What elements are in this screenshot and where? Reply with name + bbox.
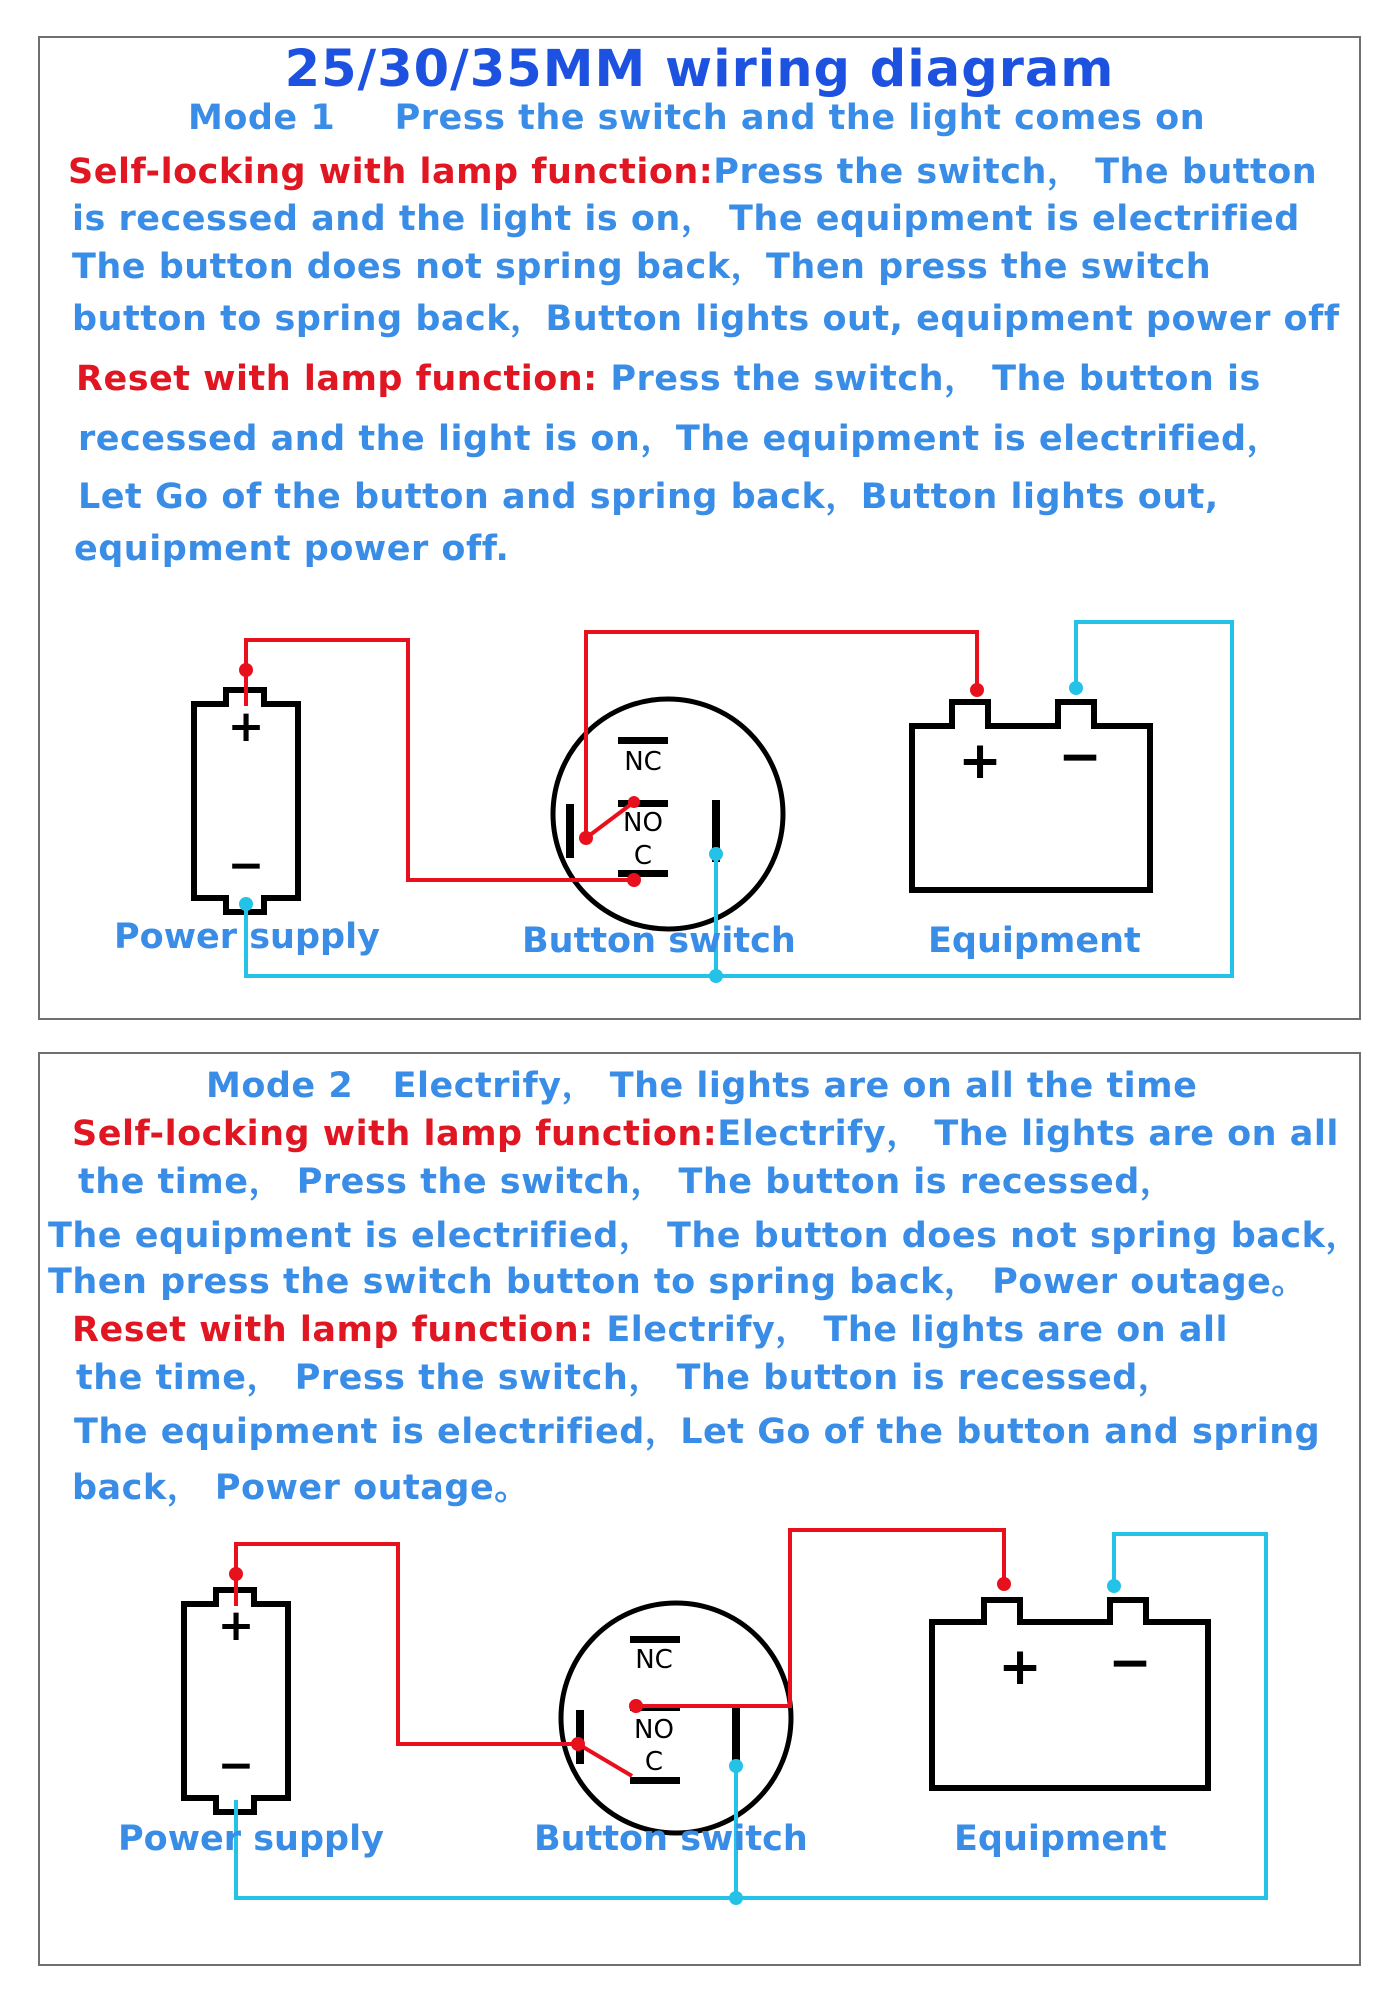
equipment-minus-sign: − [1108,1633,1152,1693]
positive-wire-nodes [239,663,984,887]
equipment-plus-sign: + [958,731,1002,791]
mode1-wiring-diagram [40,38,1359,1018]
mode1-self-locking-line-2: is recessed and the light is on， The equipment is electrified [72,199,1300,239]
mode2-wiring-diagram [40,1054,1359,1964]
power-plus-sign: + [227,701,265,752]
terminal-c-bar [618,870,668,877]
positive-wires [246,632,977,880]
mode1-heading: Mode 1 [188,98,336,138]
mode2-self-locking-label: Self-locking with lamp function: [72,1114,718,1154]
equipment-symbol [912,702,1150,890]
terminal-no-label: NO [634,1715,674,1745]
equipment-minus-sign: − [1058,727,1102,787]
mode2-reset-line-3: The equipment is electrified，Let Go of the button and spring [74,1412,1321,1452]
terminal-nc-label: NC [624,747,662,777]
power-supply-label: Power supply [114,917,380,957]
mode2-self-locking-line-4: Then press the switch button to spring back， Power outage。 [48,1262,1307,1302]
power-minus-sign: − [227,840,265,891]
mode2-self-locking-line-2: the time， Press the switch， The button is recessed， [78,1162,1176,1202]
power-minus-sign: − [217,1740,255,1791]
mode2-self-locking-text-1: Electrify， The lights are on all [717,1114,1339,1154]
positive-wires [236,1530,1004,1776]
mode2-reset-line-4: back， Power outage。 [72,1468,530,1508]
terminal-nc-bar [630,1636,680,1643]
mode1-reset-line-2: recessed and the light is on，The equipment is electrified， [78,419,1283,459]
button-switch-label: Button switch [522,921,796,961]
mode2-reset-text-1: Electrify， The lights are on all [593,1310,1228,1350]
switch-lamp-terminal-right [732,1704,740,1766]
page-title: 25/30/35MM wiring diagram [284,40,1115,99]
terminal-c-label: C [644,1747,664,1777]
mode2-self-locking-line-3: The equipment is electrified， The button does not spring back， [48,1216,1361,1256]
mode1-reset-line-3: Let Go of the button and spring back，Button lights out, [78,477,1219,517]
mode1-reset-line-4: equipment power off. [74,529,510,569]
terminal-c-label: C [633,841,653,871]
power-supply-label: Power supply [118,1819,384,1859]
mode1-heading-text: Press the switch and the light comes on [394,98,1206,138]
mode1-self-locking-line-3: The button does not spring back，Then press the switch [72,247,1212,287]
mode2-reset-line-2: the time， Press the switch， The button is recessed， [76,1358,1174,1398]
terminal-no-label: NO [623,808,663,838]
equipment-symbol [932,1600,1208,1788]
equipment-plus-sign: + [998,1637,1042,1697]
switch-lamp-terminal-left [566,804,574,858]
mode1-reset-label: Reset with lamp function: [76,359,598,399]
mode1-reset-text-1: Press the switch， The button is [597,359,1261,399]
terminal-nc-bar [618,737,668,744]
mode1-self-locking-line-4: button to spring back，Button lights out, equipment power off [72,299,1340,339]
mode1-self-locking-text-1: Press the switch， The button [713,152,1318,192]
mode2-heading-text: Electrify， The lights are on all the time [392,1066,1198,1106]
mode2-heading: Mode 2 [206,1066,354,1106]
positive-wire-nodes [229,1567,1011,1751]
terminal-c-bar [630,1777,680,1784]
mode2-reset-label: Reset with lamp function: [72,1310,594,1350]
terminal-nc-label: NC [635,1645,673,1675]
equipment-label: Equipment [928,921,1141,961]
mode1-self-locking-label: Self-locking with lamp function: [68,152,714,192]
button-switch-label: Button switch [534,1819,808,1859]
mode1-panel [38,36,1361,1020]
equipment-label: Equipment [954,1819,1167,1859]
mode2-panel [38,1052,1361,1966]
power-plus-sign: + [217,1600,255,1651]
switch-lamp-terminal-left [576,1710,584,1764]
